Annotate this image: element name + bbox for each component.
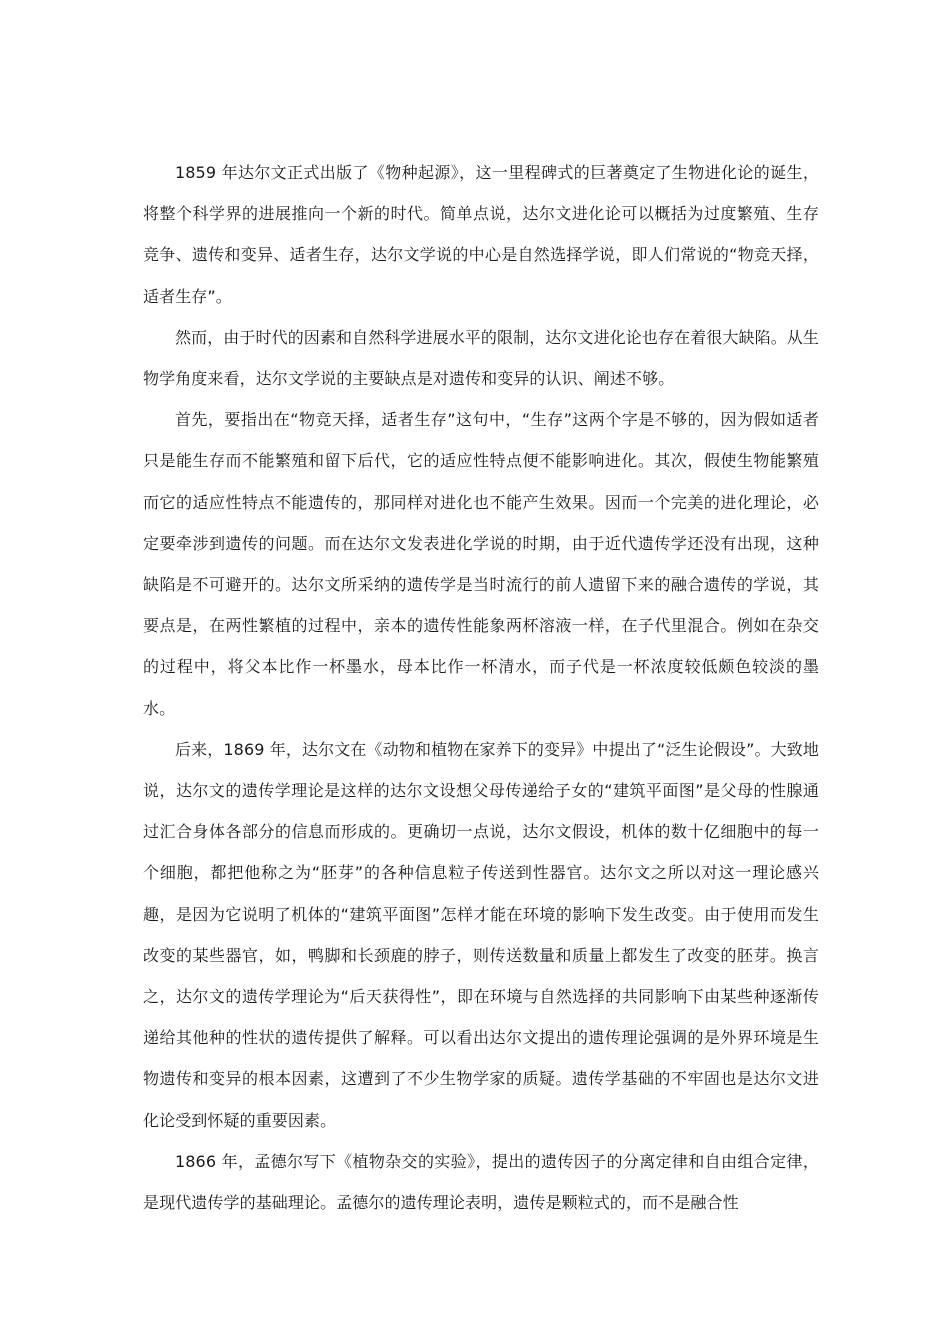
paragraph-pangenesis: 后来，1869 年，达尔文在《动物和植物在家养下的变异》中提出了“泛生论假设”。大致地说，达尔文的遗传学理论是这样的达尔文设想父母传递给子女的“建筑平面图”是父母的性腺通过汇合身体各部分的信息而形成的。更确切一点说，达尔文假设，机体的数十亿细胞中的每一个细胞，都把他称之为“胚芽”的各种信息粒子传送到性器官。达尔文之所以对这一理论感兴趣，是因为它说明了机体的“建筑平面图”怎样才能在环境的影响下发生改变。由于使用而发生改变的某些器官，如，鸭脚和长颈鹿的脖子，则传送数量和质量上都发生了改变的胚芽。换言之，达尔文的遗传学理论为“后天获得性”，即在环境与自然选择的共同影响下由某些种逐渐传递给其他种的性状的遗传提供了解释。可以看出达尔文提出的遗传理论强调的是外界环境是生物遗传和变异的根本因素，这遭到了不少生物学家的质疑。遗传学基础的不牢固也是达尔文进化论受到怀疑的重要因素。 — [143, 739, 819, 1130]
document-body — [143, 152, 819, 1223]
paragraph-mendel: 1866 年，孟德尔写下《植物杂交的实验》，提出的遗传因子的分离定律和自由组合定律，是现代遗传学的基础理论。孟德尔的遗传理论表明，遗传是颗粒式的，而不是融合性 — [143, 1151, 819, 1213]
paragraph-heredity-problem: 首先，要指出在“物竞天择，适者生存”这句中，“生存”这两个字是不够的，因为假如适者只是能生存而不能繁殖和留下后代，它的适应性特点便不能影响进化。其次，假使生物能繁殖而它的适应性特点不能遗传的，那同样对进化也不能产生效果。因而一个完美的进化理论，必定要牵涉到遗传的问题。而在达尔文发表进化学说的时期，由于近代遗传学还没有出现，这种缺陷是不可避开的。达尔文所采纳的遗传学是当时流行的前人遗留下来的融合遗传的学说，其要点是，在两性繁植的过程中，亲本的遗传性能象两杯溶液一样，在子代里混合。例如在杂交的过程中，将父本比作一杯墨水，母本比作一杯清水，而子代是一杯浓度较低颇色较淡的墨水。 — [143, 410, 819, 718]
paragraph-limitations: 然而，由于时代的因素和自然科学进展水平的限制，达尔文进化论也存在着很大缺陷。从生物学角度来看，达尔文学说的主要缺点是对遗传和变异的认识、阐述不够。 — [143, 327, 820, 389]
paragraph-origin-of-species: 1859 年达尔文正式出版了《物种起源》，这一里程碑式的巨著奠定了生物进化论的诞生，将整个科学界的进展推向一个新的时代。简单点说，达尔文进化论可以概括为过度繁殖、生存竞争、遗传和变异、适者生存，达尔文学说的中心是自然选择学说，即人们常说的“物竞天择，适者生存”。 — [143, 163, 819, 306]
